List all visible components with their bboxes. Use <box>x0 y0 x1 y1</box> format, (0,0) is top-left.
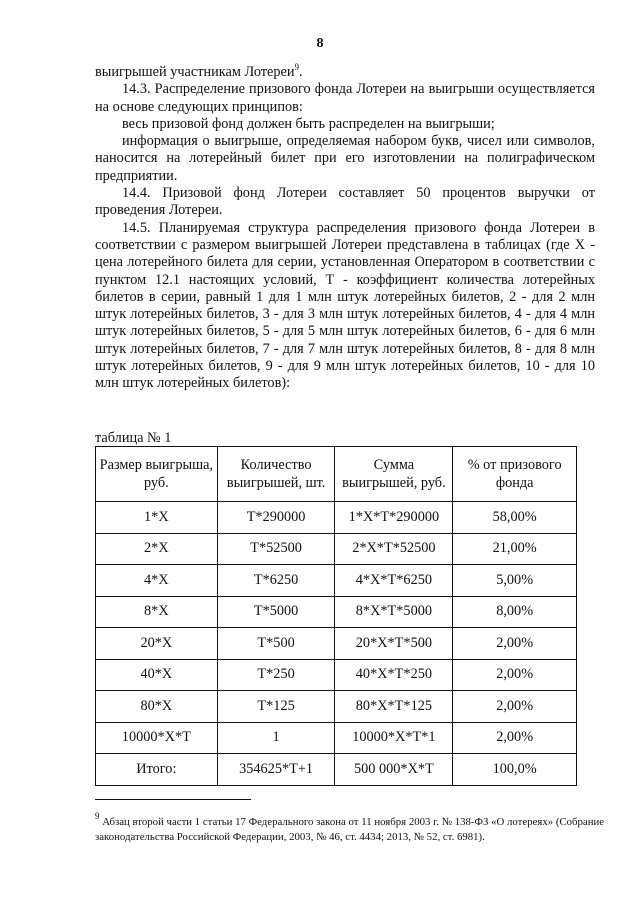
cell-percent: 5,00% <box>453 565 577 597</box>
cell-sum: 10000*Х*Т*1 <box>335 722 453 754</box>
body-text <box>95 64 595 393</box>
footnote <box>95 811 605 845</box>
cell-percent: 58,00% <box>453 502 577 534</box>
paragraph-14-3: 14.3. Распределение призового фонда Лотереи на выигрыши осуществляется на основе следующих принципов: <box>95 81 595 115</box>
table-row <box>96 722 577 754</box>
cell-percent: 2,00% <box>453 628 577 660</box>
table-row <box>96 502 577 534</box>
cell-size: 20*Х <box>96 628 218 660</box>
cell-count: Т*290000 <box>217 502 335 534</box>
total-label: Итого: <box>96 754 218 786</box>
cell-sum: 8*Х*Т*5000 <box>335 596 453 628</box>
table-header-row <box>96 447 577 502</box>
cell-count: Т*52500 <box>217 533 335 565</box>
paragraph-principle-1: весь призовой фонд должен быть распределен на выигрыши; <box>122 115 495 132</box>
cell-percent: 8,00% <box>453 596 577 628</box>
cell-percent: 21,00% <box>453 533 577 565</box>
cell-percent: 2,00% <box>453 691 577 723</box>
cell-size: 8*Х <box>96 596 218 628</box>
paragraph-14-4: 14.4. Призовой фонд Лотереи составляет 50 процентов выручки от проведения Лотереи. <box>95 185 595 219</box>
paragraph-text: выигрышей участникам Лотереи <box>95 64 295 80</box>
footnote-mark: 9 <box>95 811 100 821</box>
table-row <box>96 565 577 597</box>
footnote-divider <box>95 799 251 800</box>
cell-count: Т*6250 <box>217 565 335 597</box>
paragraph-end: . <box>299 64 303 80</box>
header-prize-count: Количество выигрышей, шт. <box>217 447 335 502</box>
cell-size: 2*Х <box>96 533 218 565</box>
table-row <box>96 533 577 565</box>
table-caption: таблица № 1 <box>95 430 172 446</box>
cell-percent: 2,00% <box>453 659 577 691</box>
header-prize-percent: % от призового фонда <box>453 447 577 502</box>
table-row <box>96 628 577 660</box>
cell-sum: 40*Х*Т*250 <box>335 659 453 691</box>
paragraph-principle-2: информация о выигрыше, определяемая набором букв, чисел или символов, наносится на лотерейный билет при его изготовлении на полиграфическом предприятии. <box>95 133 595 184</box>
cell-size: 80*Х <box>96 691 218 723</box>
footnote-reference: 9 <box>294 62 300 72</box>
cell-sum: 20*Х*Т*500 <box>335 628 453 660</box>
table-total-row <box>96 754 577 786</box>
cell-size: 10000*Х*Т <box>96 722 218 754</box>
cell-count: Т*250 <box>217 659 335 691</box>
cell-size: 40*Х <box>96 659 218 691</box>
cell-sum: 4*Х*Т*6250 <box>335 565 453 597</box>
cell-size: 1*Х <box>96 502 218 534</box>
paragraph-14-5: 14.5. Планируемая структура распределения призового фонда Лотереи в соответствии с размером выигрышей Лотереи представлена в таблицах (где Х - цена лотерейного билета для серии, установленная Оператором в соответствии с пунктом 12.1 настоящих условий, Т - коэффициент количества лотерейных билетов в серии, равный 1 для 1 млн штук лотерейных билетов, 2 - для 2 млн штук лотерейных билетов, 3 - для 3 млн штук лотерейных билетов, 4 - для 4 млн штук лотерейных билетов, 5 - для 5 млн штук лотерейных билетов, 6 - для 6 млн штук лотерейных билетов, 7 - для 7 млн штук лотерейных билетов, 8 - для 8 млн штук лотерейных билетов, 9 - для 9 млн штук лотерейных билетов, 10 - для 10 млн штук лотерейных билетов): <box>95 219 595 392</box>
cell-count: 1 <box>217 722 335 754</box>
table-row <box>96 596 577 628</box>
page-number: 8 <box>316 36 324 51</box>
total-count: 354625*Т+1 <box>217 754 335 786</box>
cell-count: Т*5000 <box>217 596 335 628</box>
cell-sum: 80*Х*Т*125 <box>335 691 453 723</box>
cell-size: 4*Х <box>96 565 218 597</box>
cell-count: Т*500 <box>217 628 335 660</box>
prize-distribution-table <box>95 446 577 786</box>
cell-count: Т*125 <box>217 691 335 723</box>
total-percent: 100,0% <box>453 754 577 786</box>
header-prize-size: Размер выигрыша, руб. <box>96 447 218 502</box>
cell-sum: 1*Х*Т*290000 <box>335 502 453 534</box>
cell-percent: 2,00% <box>453 722 577 754</box>
paragraph-continuation <box>95 64 595 81</box>
total-sum: 500 000*Х*Т <box>335 754 453 786</box>
table-row <box>96 691 577 723</box>
table-row <box>96 659 577 691</box>
header-prize-sum: Сумма выигрышей, руб. <box>335 447 453 502</box>
cell-sum: 2*Х*Т*52500 <box>335 533 453 565</box>
footnote-text: Абзац второй части 1 статьи 17 Федерального закона от 11 ноября 2003 г. № 138-ФЗ «О лотереях» (Собрание законодательства Российской Федерации, 2003, № 46, ст. 4434; 2013, № 52, ст. 6981). <box>95 816 605 843</box>
